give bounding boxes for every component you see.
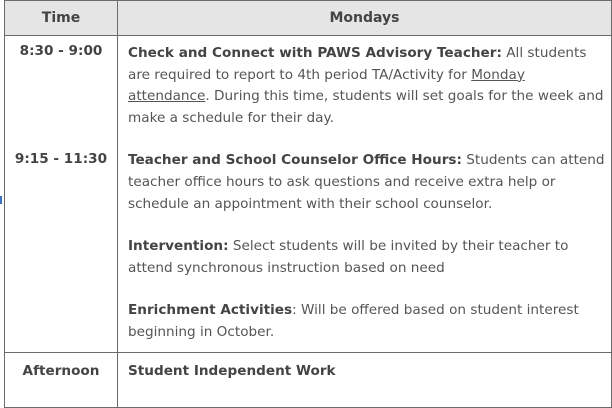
- entry-title: Teacher and School Counselor Office Hours:: [128, 152, 462, 169]
- entry-text: . During this time, students will set goals for the week and make a schedule for their day.: [128, 88, 604, 126]
- entry-text: All students are required to report to 4th period TA/Activity for: [128, 45, 587, 83]
- afternoon-activity-cell: Student Independent Work: [118, 352, 612, 407]
- selection-edge-marker: [0, 196, 2, 204]
- entry-title: Enrichment Activities: [128, 302, 293, 319]
- list-item: [118, 236, 611, 279]
- morning-row: [5, 36, 612, 353]
- list-item: [118, 300, 611, 343]
- table-header-row: [5, 1, 612, 36]
- morning-activities-cell: [118, 36, 612, 353]
- entry-text: : Will be offered based on student interest beginning in October.: [128, 302, 579, 340]
- time-column-header: Time: [5, 1, 118, 36]
- afternoon-row: [5, 352, 612, 407]
- entry-title: Intervention:: [128, 238, 229, 255]
- list-item: [118, 43, 611, 129]
- afternoon-time-cell: Afternoon: [5, 352, 118, 407]
- entry-text: Select students will be invited by their teacher to attend synchronous instruction based on need: [128, 238, 569, 276]
- time-slot-2: 9:15 - 11:30: [14, 151, 108, 167]
- list-item: [118, 150, 611, 215]
- entry-title: Check and Connect with PAWS Advisory Teacher:: [128, 45, 502, 61]
- monday-attendance-link[interactable]: Monday attendance: [128, 66, 525, 105]
- time-slot-1: 8:30 - 9:00: [19, 43, 103, 59]
- morning-time-cell: [5, 36, 118, 353]
- schedule-table: [4, 0, 612, 408]
- entry-text: Students can attend teacher office hours to ask questions and receive extra help or schedule an appointment with their school counselor.: [128, 152, 605, 212]
- mondays-column-header: Mondays: [118, 1, 612, 36]
